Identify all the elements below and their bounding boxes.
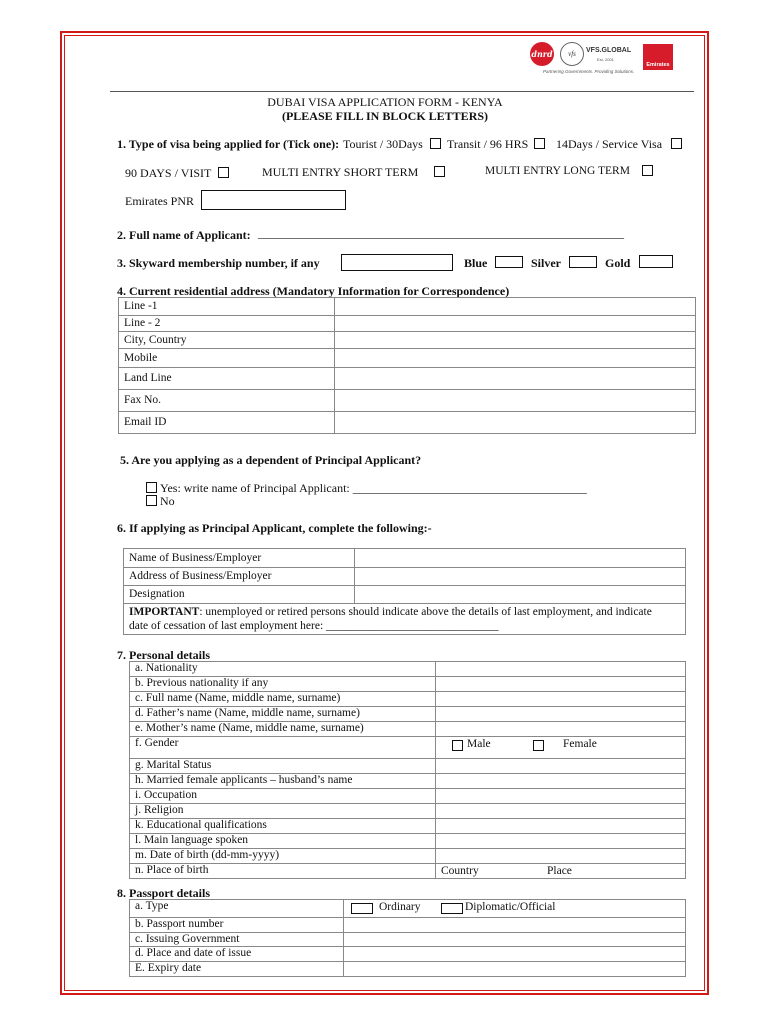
personal-input[interactable] <box>436 819 686 834</box>
yes-checkbox[interactable] <box>146 482 157 493</box>
address-input[interactable] <box>335 349 696 368</box>
emirates-logo <box>643 44 673 70</box>
address-row-label: City, Country <box>119 332 335 349</box>
personal-input[interactable] <box>436 692 686 707</box>
silver-label: Silver <box>531 256 561 270</box>
employer-input[interactable] <box>355 568 686 586</box>
address-row-label: Mobile <box>119 349 335 368</box>
tourist-label: Tourist / 30Days <box>343 137 423 151</box>
personal-input[interactable] <box>436 774 686 789</box>
passport-input[interactable] <box>344 933 686 947</box>
passport-table <box>129 899 686 977</box>
address-input[interactable] <box>335 332 696 349</box>
passport-input[interactable] <box>344 962 686 977</box>
passport-row-label: b. Passport number <box>130 918 344 933</box>
s4-label: 4. Current residential address (Mandatory Information for Correspondence) <box>117 284 510 298</box>
personal-row-label: i. Occupation <box>130 789 436 804</box>
personal-row-label: d. Father’s name (Name, middle name, surname) <box>130 707 436 722</box>
blue-label: Blue <box>464 256 488 270</box>
full-name-line[interactable]: _____________________________________________________________ <box>258 226 624 240</box>
passport-row-label: E. Expiry date <box>130 962 344 977</box>
address-row-label: Fax No. <box>119 390 335 412</box>
male-checkbox[interactable] <box>452 740 463 751</box>
personal-input[interactable] <box>436 834 686 849</box>
ordinary-checkbox[interactable] <box>351 903 373 914</box>
pnr-field[interactable] <box>201 190 346 210</box>
multi-short-label: MULTI ENTRY SHORT TERM <box>262 165 419 179</box>
personal-input[interactable] <box>436 722 686 737</box>
personal-input[interactable] <box>436 677 686 692</box>
passport-input[interactable] <box>344 947 686 962</box>
vfs-logo <box>560 42 584 66</box>
transit-checkbox[interactable] <box>534 138 545 149</box>
personal-input[interactable] <box>436 707 686 722</box>
female-label: Female <box>563 738 597 750</box>
blue-checkbox[interactable] <box>495 256 523 268</box>
important-text: : unemployed or retired persons should indicate above the details of last employment, and indicate <box>199 606 652 618</box>
employer-input[interactable] <box>355 549 686 568</box>
s2-label: 2. Full name of Applicant: <box>117 228 251 242</box>
address-input[interactable] <box>335 368 696 390</box>
address-input[interactable] <box>335 390 696 412</box>
form-subtitle: (PLEASE FILL IN BLOCK LETTERS) <box>281 109 489 123</box>
form-title: DUBAI VISA APPLICATION FORM - KENYA <box>267 95 503 109</box>
gold-label: Gold <box>605 256 631 270</box>
service-label: 14Days / Service Visa <box>556 137 663 151</box>
country-label: Country <box>441 865 479 877</box>
visit90-label: 90 DAYS / VISIT <box>125 166 212 180</box>
no-label: No <box>160 494 175 508</box>
address-input[interactable] <box>335 298 696 316</box>
address-input[interactable] <box>335 316 696 332</box>
personal-row-label: m. Date of birth (dd-mm-yyyy) <box>130 849 436 864</box>
employer-input[interactable] <box>355 586 686 604</box>
personal-input[interactable] <box>436 759 686 774</box>
personal-row-label: n. Place of birth <box>130 864 436 879</box>
multi-long-checkbox[interactable] <box>642 165 653 176</box>
s3-label: 3. Skyward membership number, if any <box>117 256 320 270</box>
employer-row-label: Designation <box>124 586 355 604</box>
employer-table <box>123 548 686 635</box>
employer-row-label: Address of Business/Employer <box>124 568 355 586</box>
tourist-checkbox[interactable] <box>430 138 441 149</box>
personal-input[interactable] <box>436 662 686 677</box>
dnrd-logo <box>530 42 554 66</box>
pnr-label: Emirates PNR <box>125 194 194 208</box>
important-label: IMPORTANT <box>129 606 200 618</box>
gold-checkbox[interactable] <box>639 255 673 268</box>
personal-row-label: a. Nationality <box>130 662 436 677</box>
s1-label: 1. Type of visa being applied for (Tick one): <box>117 137 340 151</box>
silver-checkbox[interactable] <box>569 256 597 268</box>
vfs-logo-mark: vfs <box>568 50 576 58</box>
multi-long-label: MULTI ENTRY LONG TERM <box>485 165 630 177</box>
birthplace-cell[interactable] <box>436 864 686 879</box>
visit90-checkbox[interactable] <box>218 167 229 178</box>
no-checkbox[interactable] <box>146 495 157 506</box>
personal-input[interactable] <box>436 804 686 819</box>
skyward-number-field[interactable] <box>341 254 453 271</box>
ordinary-label: Ordinary <box>379 901 421 913</box>
personal-row-label: b. Previous nationality if any <box>130 677 436 692</box>
vfs-tagline: Partnering Governments. Providing Solutions. <box>543 69 635 74</box>
personal-row-label: j. Religion <box>130 804 436 819</box>
s7-label: 7. Personal details <box>117 648 210 662</box>
personal-row-label: f. Gender <box>130 737 436 759</box>
transit-label: Transit / 96 HRS <box>447 137 529 151</box>
important-note <box>124 604 686 635</box>
personal-row-label: h. Married female applicants – husband’s name <box>130 774 436 789</box>
address-table <box>118 297 696 434</box>
personal-details-table <box>129 661 686 879</box>
address-row-label: Land Line <box>119 368 335 390</box>
service-checkbox[interactable] <box>671 138 682 149</box>
employer-row-label: Name of Business/Employer <box>124 549 355 568</box>
passport-row-label: a. Type <box>130 900 344 918</box>
emirates-logo-text: Emirates <box>646 62 670 68</box>
personal-row-label: e. Mother’s name (Name, middle name, surname) <box>130 722 436 737</box>
vfs-est: Est. 2001 <box>597 57 614 62</box>
address-input[interactable] <box>335 412 696 434</box>
gender-cell <box>436 737 686 759</box>
diplomatic-label: Diplomatic/Official <box>465 901 556 913</box>
s6-label: 6. If applying as Principal Applicant, complete the following:- <box>117 521 432 535</box>
personal-row-label: c. Full name (Name, middle name, surname) <box>130 692 436 707</box>
yes-label: Yes: write name of Principal Applicant: _______________________________________ <box>160 481 587 495</box>
multi-short-checkbox[interactable] <box>434 166 445 177</box>
personal-row-label: g. Marital Status <box>130 759 436 774</box>
header-rule <box>110 91 694 92</box>
important-text-2[interactable]: date of cessation of last employment here: ______________________________ <box>129 620 499 632</box>
passport-type-cell <box>344 900 686 918</box>
s5-label: 5. Are you applying as a dependent of Principal Applicant? <box>120 453 422 467</box>
address-row-label: Line -1 <box>119 298 335 316</box>
address-row-label: Email ID <box>119 412 335 434</box>
passport-input[interactable] <box>344 918 686 933</box>
dnrd-logo-text: dnrd <box>531 49 553 59</box>
male-label: Male <box>467 738 491 750</box>
address-row-label: Line - 2 <box>119 316 335 332</box>
dependent-no-option[interactable] <box>146 494 175 509</box>
s8-label: 8. Passport details <box>117 886 210 900</box>
dependent-yes-option[interactable] <box>146 481 587 496</box>
personal-row-label: l. Main language spoken <box>130 834 436 849</box>
passport-row-label: d. Place and date of issue <box>130 947 344 962</box>
diplomatic-checkbox[interactable] <box>441 903 463 914</box>
personal-input[interactable] <box>436 849 686 864</box>
passport-row-label: c. Issuing Government <box>130 933 344 947</box>
female-checkbox[interactable] <box>533 740 544 751</box>
place-label: Place <box>547 865 572 877</box>
personal-row-label: k. Educational qualifications <box>130 819 436 834</box>
vfs-name: VFS.GLOBAL <box>586 47 632 54</box>
personal-input[interactable] <box>436 789 686 804</box>
